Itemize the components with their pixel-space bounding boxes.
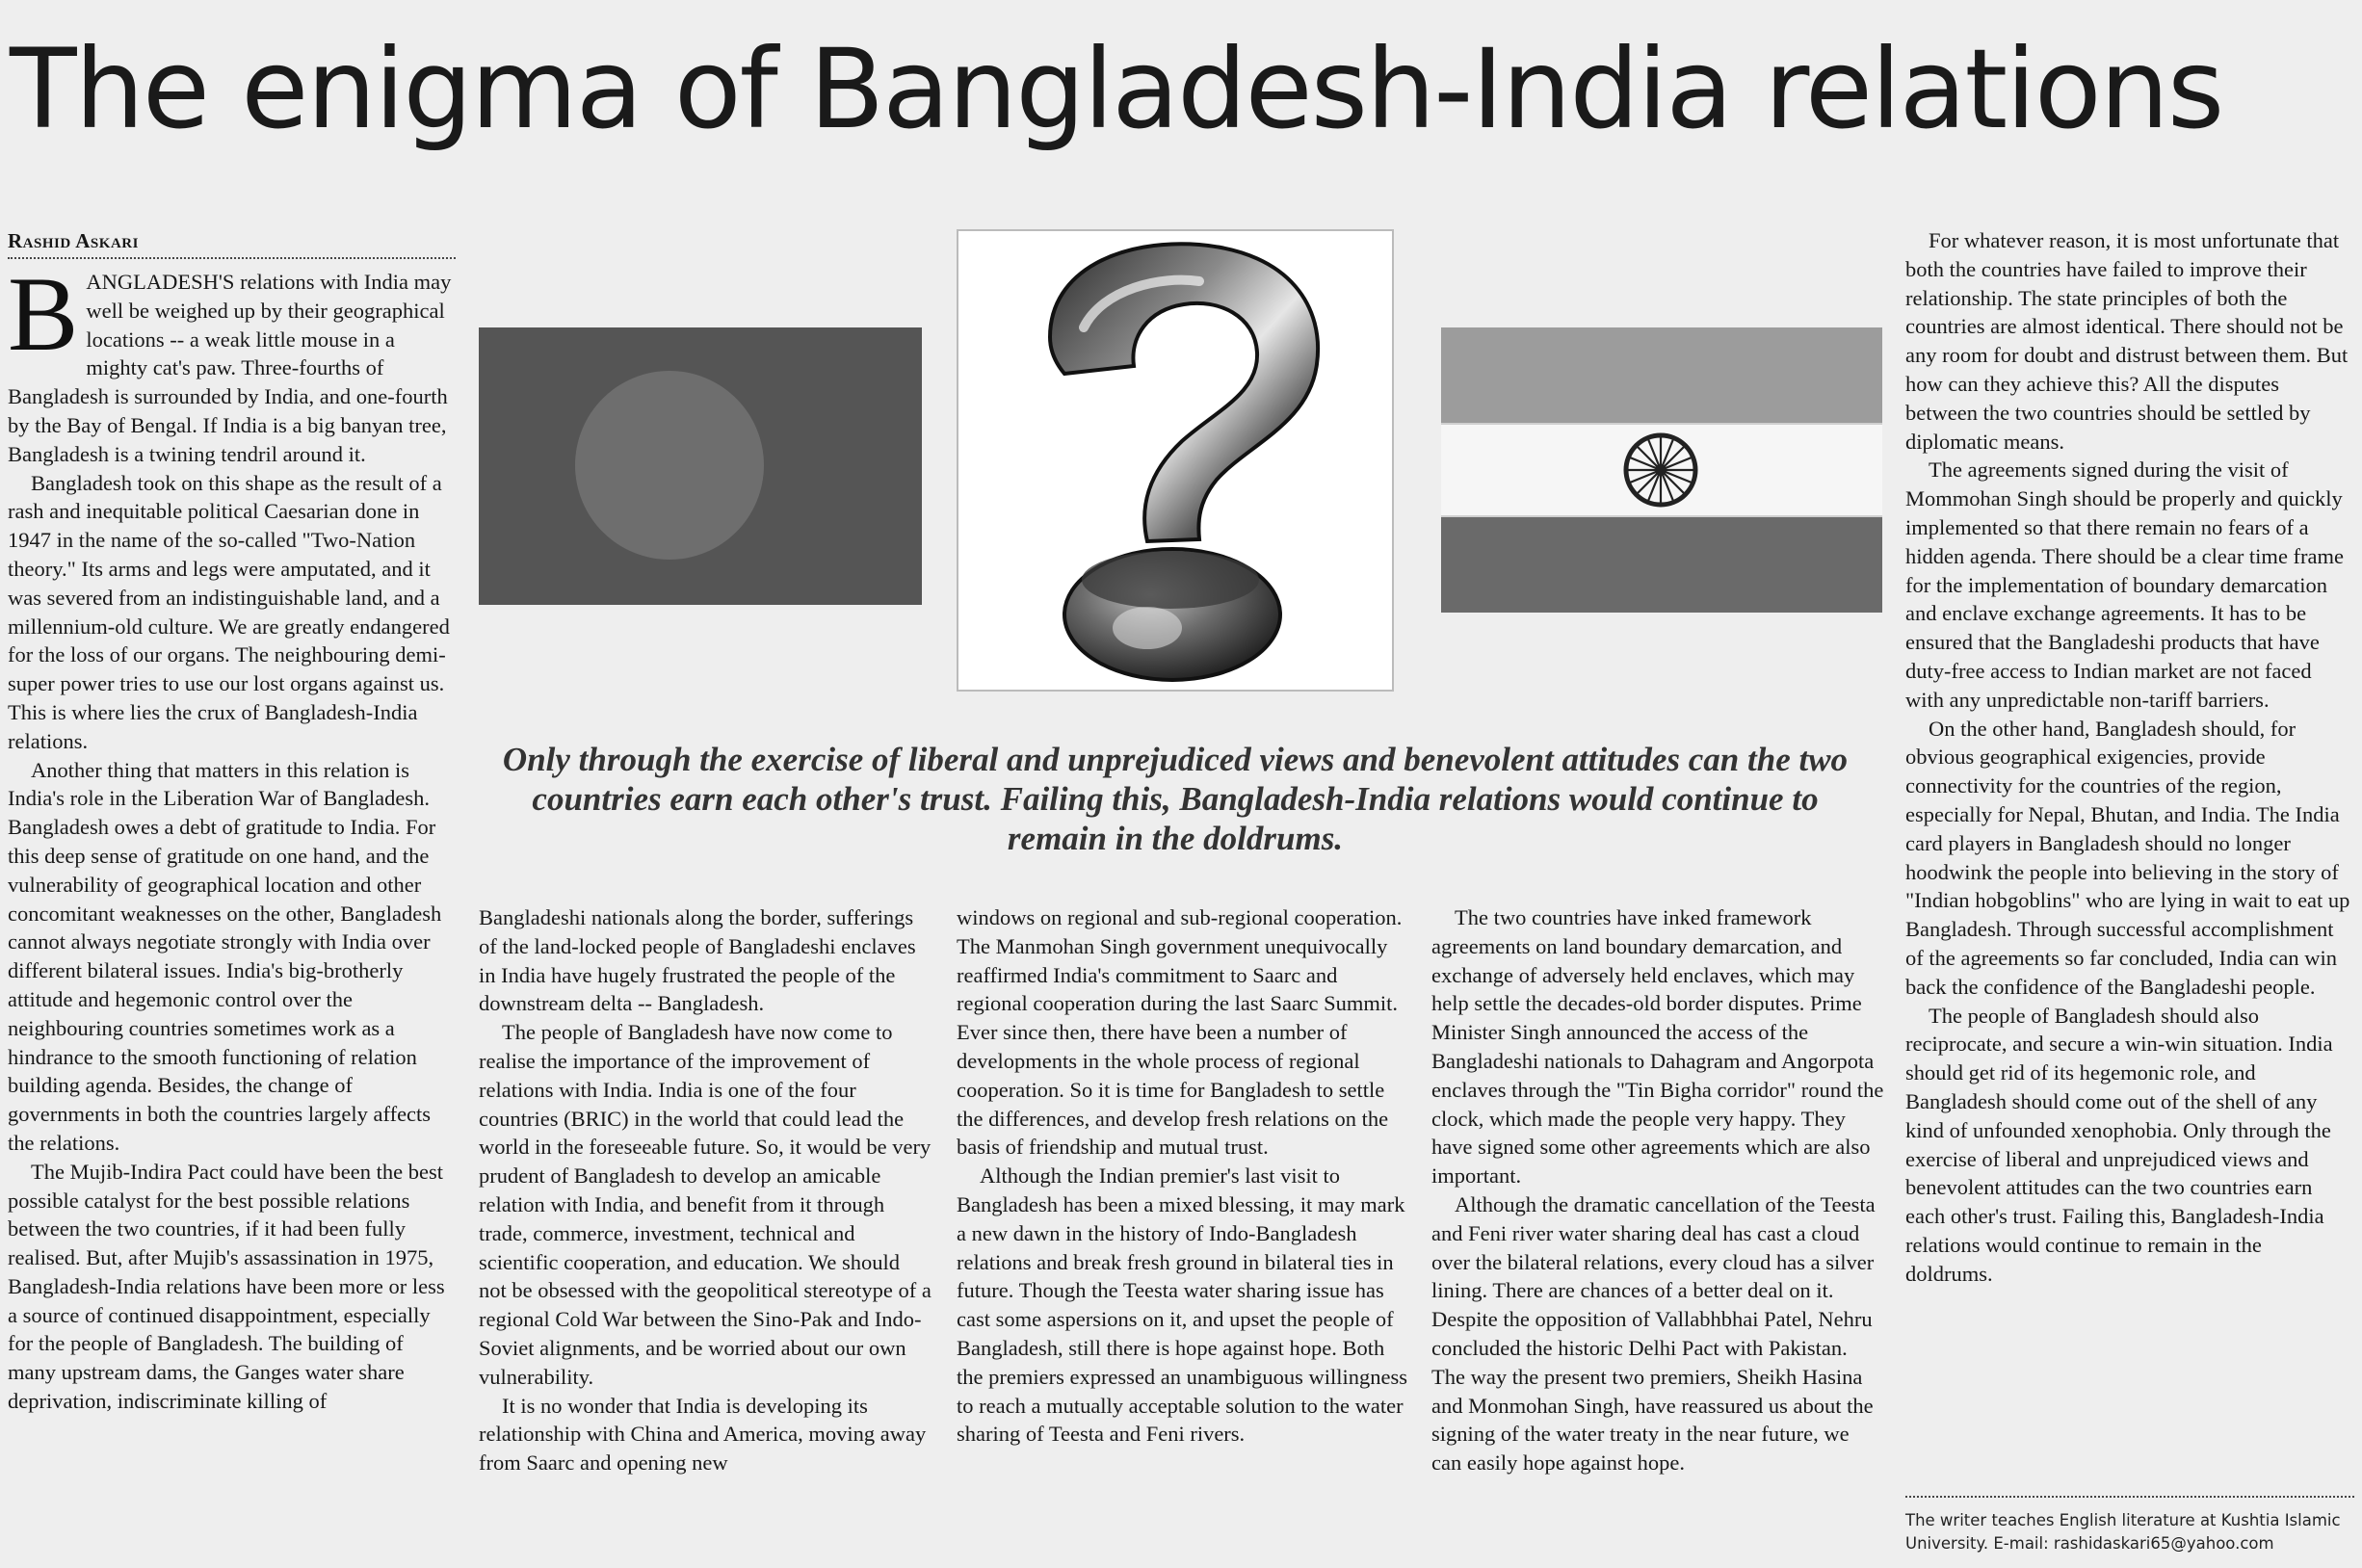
paragraph: On the other hand, Bangladesh should, for obvious geographical exigencies, provide connectivity for the countries of the region, especially for Nepal, Bhutan, and India. The India card players in Bangladesh should no longer hoodwink the people into believing in the story of "Indian hobgoblins" who are lying in wait to eat up Bangladesh. Through successful accomplishment of the agreements so far concluded, India can win back the confidence of the Bangladeshi people. xyxy=(1905,716,2350,999)
question-mark-image xyxy=(957,229,1394,692)
article-column-4 xyxy=(1431,903,1884,1477)
lead-text: relations with India may well be weighed up by their geographical locations -- a weak little mouse in a mighty cat's paw. Three-fourths of Bangladesh is surrounded by India, and one-fourth by the Bay of Bengal. If India is a big banyan tree, Bangladesh is a twining tendril around it. xyxy=(8,270,452,466)
paragraph: The agreements signed during the visit of Mommohan Singh should be properly and quickly implemented so that there remain no fears of a hidden agenda. There should be a clear time frame for the implementation of boundary demarcation and enclave exchange agreements. It has to be ensured that the Bangladeshi products that have duty-free access to Indian market are not faced with any unpredictable non-tariff barriers. xyxy=(1905,457,2345,712)
article-column-5 xyxy=(1905,226,2354,1288)
pull-quote: Only through the exercise of liberal and unprejudiced views and benevolent attitudes can the two countries earn each other's trust. Failing this, Bangladesh-India relations would continue to remain in the doldrums. xyxy=(502,741,1849,857)
headline: The enigma of Bangladesh-India relations xyxy=(10,25,2223,153)
paragraph: Bangladeshi nationals along the border, sufferings of the land-locked people of Bangladeshi enclaves in India have hugely frustrated the people of the downstream delta -- Bangladesh. xyxy=(479,905,916,1016)
drop-cap: B xyxy=(8,255,79,373)
article-column-1 xyxy=(8,255,453,1416)
paragraph: The people of Bangladesh should also reciprocate, and secure a win-win situation. India should get rid of its hegemonic role, and Bangladesh should come out of the shell of any kind of unfounded xenophobia. Only through the exercise of liberal and unprejudiced views and benevolent attitudes can the two countries earn each other's trust. Failing this, Bangladesh-India relations would continue to remain in the doldrums. xyxy=(1905,1003,2333,1286)
article-column-2 xyxy=(479,903,932,1477)
paragraph: Bangladesh took on this shape as the result of a rash and inequitable political Caesarian done in 1947 in the name of the so-called "Two-Nation theory." Its arms and legs were amputated, and it was severed from an indistinguishable land, and a millennium-old culture. We are greatly endangered for the loss of our organs. The neighbouring demi-super power tries to use our lost organs against us. This is where lies the crux of Bangladesh-India relations. xyxy=(8,470,450,753)
question-mark-icon xyxy=(958,231,1392,690)
paragraph: The people of Bangladesh have now come to realise the importance of the improvement of relations with India. India is one of the four countries (BRIC) in the world that could lead the world in the foreseeable future. So, it would be very prudent of Bangladesh to develop an amicable relation with India, and benefit from it through trade, commerce, investment, technical and scientific cooperation, and education. We should not be obsessed with the geopolitical stereotype of a regional Cold War between the Sino-Pak and Indo-Soviet alignments, and be worried about our own vulnerability. xyxy=(479,1020,932,1389)
bangladesh-flag-image xyxy=(479,327,922,605)
paragraph: Another thing that matters in this relation is India's role in the Liberation War of Bangladesh. Bangladesh owes a debt of gratitude to India. For this deep sense of gratitude on one hand, and the vulnerability of geographical location and other concomitant weaknesses on the other, Bangladesh cannot always negotiate strongly with India over different bilateral issues. India's big-brotherly attitude and hegemonic control over the neighbouring countries sometimes work as a hindrance to the smooth functioning of relation building agenda. Besides, the change of governments in both the countries largely affects the relations. xyxy=(8,757,442,1155)
article-column-3 xyxy=(957,903,1409,1449)
paragraph: windows on regional and sub-regional cooperation. The Manmohan Singh government unequivocally reaffirmed India's commitment to Saarc and regional cooperation during the last Saarc Summit. Ever since then, there have been a number of developments in the whole process of regional cooperation. So it is time for Bangladesh to settle the differences, and develop fresh relations on the basis of friendship and mutual trust. xyxy=(957,905,1403,1160)
paragraph: Although the dramatic cancellation of the Teesta and Feni river water sharing deal has cast a cloud over the bilateral relations, every cloud has a silver lining. There are chances of a better deal on it. Despite the opposition of Vallabhbhai Patel, Nehru concluded the historic Delhi Pact with Pakistan. The way the present two premiers, Sheikh Hasina and Monmohan Singh, have reassured us about the signing of the water treaty in the near future, we can easily hope against hope. xyxy=(1431,1191,1876,1476)
lead-caps: ANGLADESH'S xyxy=(86,270,235,294)
paragraph: Although the Indian premier's last visit to Bangladesh has been a mixed blessing, it may mark a new dawn in the history of Indo-Bangladesh relations and break fresh ground in bilateral ties in future. Though the Teesta water sharing issue has cast some aspersions on it, and upset the people of Bangladesh, still there is hope against hope. Both the premiers expressed an unambiguous willingness to reach a mutually acceptable solution to the water sharing of Teesta and Feni rivers. xyxy=(957,1163,1408,1447)
paragraph: It is no wonder that India is developing its relationship with China and America, moving away from Saarc and opening new xyxy=(479,1393,927,1476)
paragraph: The two countries have inked framework agreements on land boundary demarcation, and exchange of adversely held enclaves, which may help settle the decades-old border disputes. Prime Minister Singh announced the access of the Bangladeshi nationals to Dahagram and Angorpota enclaves through the "Tin Bigha corridor" round the clock, which made the people very happy. They have signed some other agreements which are also important. xyxy=(1431,905,1884,1189)
ashoka-chakra-icon xyxy=(1622,431,1699,509)
india-flag-image xyxy=(1441,327,1882,613)
paragraph: The Mujib-Indira Pact could have been the best possible catalyst for the best possible relations between the two countries, if it had been fully realised. But, after Mujib's assassination in 1975, Bangladesh-India relations have been more or less a source of continued disappointment, especially for the people of Bangladesh. The building of many upstream dams, the Ganges water share deprivation, indiscriminate killing of xyxy=(8,1159,445,1414)
author-footnote: The writer teaches English literature at Kushtia Islamic University. E-mail: rashidaskari65@yahoo.com xyxy=(1905,1496,2354,1555)
flag-disc xyxy=(575,371,764,560)
lead-paragraph xyxy=(8,255,453,469)
paragraph: For whatever reason, it is most unfortunate that both the countries have failed to improve their relationship. The state principles of both the countries are almost identical. There should not be any room for doubt and distrust between them. But how can they achieve this? All the disputes between the two countries should be settled by diplomatic means. xyxy=(1905,228,2349,454)
flag-stripe-top xyxy=(1441,327,1882,423)
flag-stripe-bottom xyxy=(1441,517,1882,613)
byline: Rashid Askari xyxy=(8,229,456,259)
